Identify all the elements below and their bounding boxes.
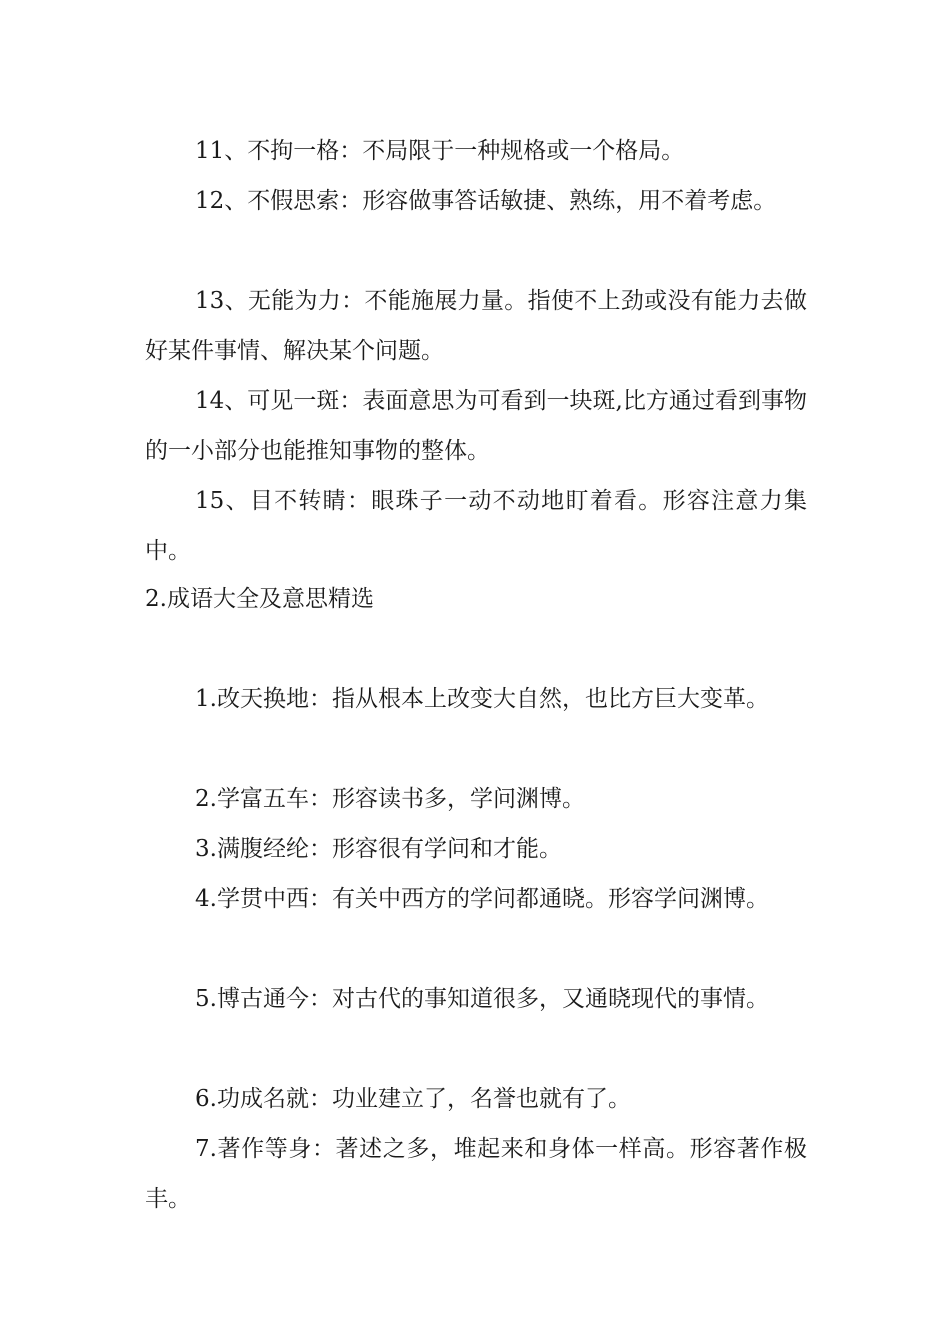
idiom-11: 11、不拘一格：不局限于一种规格或一个格局。 <box>195 138 685 164</box>
idiom-7: 7.著作等身：著述之多，堆起来和身体一样高。形容著作极丰。 <box>145 1136 807 1212</box>
idiom-12: 12、不假思索：形容做事答话敏捷、熟练，用不着考虑。 <box>195 188 777 214</box>
idiom-1: 1.改天换地：指从根本上改变大自然，也比方巨大变革。 <box>195 686 769 712</box>
idiom-2: 2.学富五车：形容读书多，学问渊博。 <box>195 786 585 812</box>
idiom-15: 15、目不转睛：眼珠子一动不动地盯着看。形容注意力集中。 <box>145 488 807 564</box>
section-heading: 2.成语大全及意思精选 <box>145 586 374 612</box>
idiom-6: 6.功成名就：功业建立了，名誉也就有了。 <box>195 1086 631 1112</box>
idiom-13: 13、无能为力：不能施展力量。指使不上劲或没有能力去做好某件事情、解决某个问题。 <box>145 288 807 364</box>
idiom-14: 14、可见一斑：表面意思为可看到一块斑,比方通过看到事物的一小部分也能推知事物的整体。 <box>145 388 807 464</box>
idiom-3: 3.满腹经纶：形容很有学问和才能。 <box>195 836 562 862</box>
idiom-4: 4.学贯中西：有关中西方的学问都通晓。形容学问渊博。 <box>195 886 769 912</box>
idiom-5: 5.博古通今：对古代的事知道很多，又通晓现代的事情。 <box>195 986 769 1012</box>
